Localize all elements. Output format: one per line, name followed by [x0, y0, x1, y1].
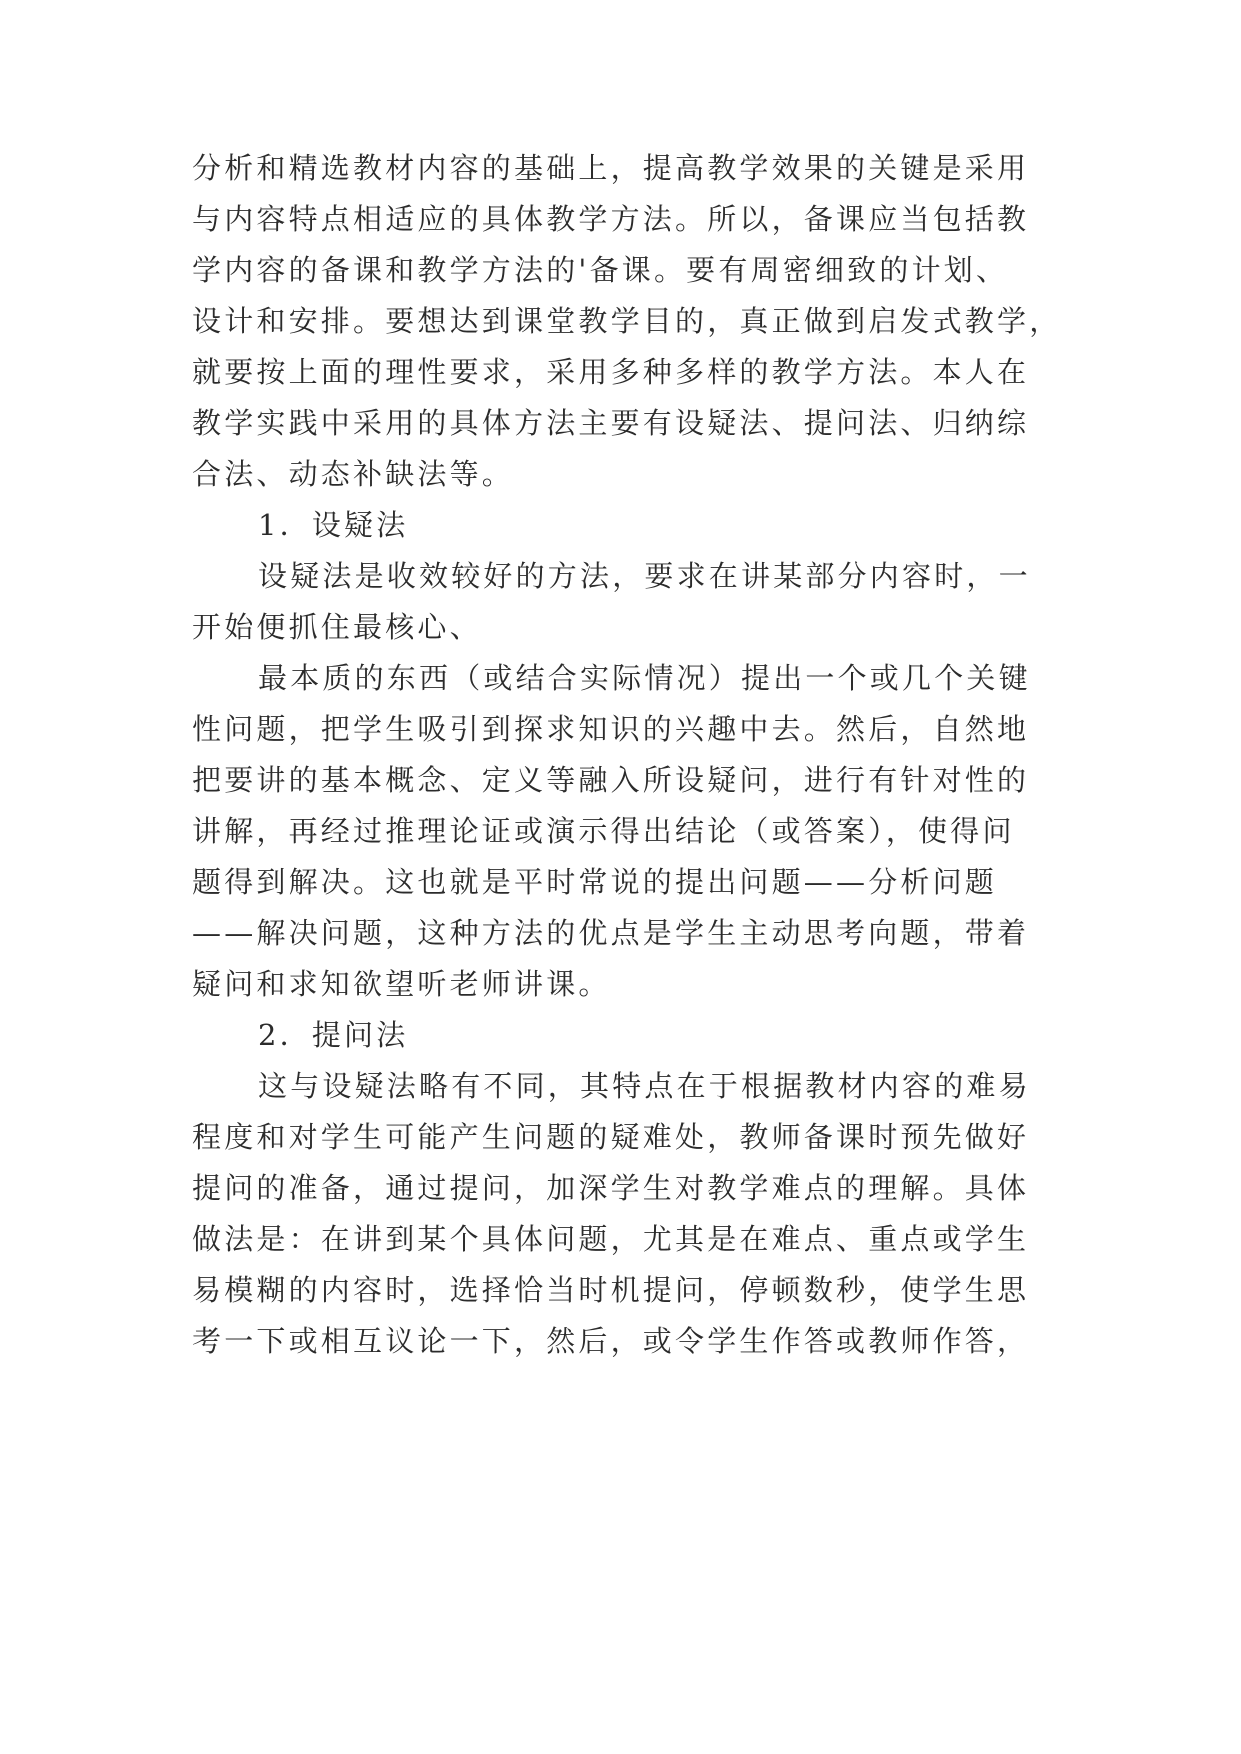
paragraph-line: 提问的准备，通过提问，加深学生对教学难点的理解。具体 — [192, 1171, 1030, 1205]
paragraph-line: 分析和精选教材内容的基础上，提高教学效果的关键是采用 — [192, 151, 1030, 185]
paragraph-line: 最本质的东西（或结合实际情况）提出一个或几个关键 — [258, 661, 1031, 695]
paragraph-line: 教学实践中采用的具体方法主要有设疑法、提问法、归纳综 — [192, 406, 1030, 440]
paragraph-line: 题得到解决。这也就是平时常说的提出问题——分析问题 — [192, 865, 998, 899]
paragraph-line: 考一下或相互议论一下，然后，或令学生作答或教师作答， — [192, 1324, 1030, 1358]
paragraph-line: 设计和安排。要想达到课堂教学目的，真正做到启发式教学， — [192, 304, 1062, 338]
paragraph-line: 性问题，把学生吸引到探求知识的兴趣中去。然后，自然地 — [192, 712, 1030, 746]
paragraph-line: 就要按上面的理性要求，采用多种多样的教学方法。本人在 — [192, 355, 1030, 389]
paragraph-line: 这与设疑法略有不同，其特点在于根据教材内容的难易 — [258, 1069, 1031, 1103]
section-heading: 1．设疑法 — [258, 508, 409, 542]
paragraph-line: 易模糊的内容时，选择恰当时机提问，停顿数秒，使学生思 — [192, 1273, 1030, 1307]
section-heading: 2．提问法 — [258, 1018, 409, 1052]
paragraph-line: ——解决问题，这种方法的优点是学生主动思考向题，带着 — [192, 916, 1030, 950]
paragraph-line: 学内容的备课和教学方法的'备课。要有周密细致的计划、 — [192, 253, 1009, 287]
paragraph-line: 合法、动态补缺法等。 — [192, 457, 515, 491]
paragraph-line: 与内容特点相适应的具体教学方法。所以，备课应当包括教 — [192, 202, 1030, 236]
paragraph-line: 疑问和求知欲望听老师讲课。 — [192, 967, 611, 1001]
paragraph-line: 设疑法是收效较好的方法，要求在讲某部分内容时，一 — [258, 559, 1031, 593]
paragraph-line: 做法是：在讲到某个具体问题，尤其是在难点、重点或学生 — [192, 1222, 1030, 1256]
paragraph-line: 开始便抓住最核心、 — [192, 610, 482, 644]
paragraph-line: 程度和对学生可能产生问题的疑难处，教师备课时预先做好 — [192, 1120, 1030, 1154]
paragraph-line: 讲解，再经过推理论证或演示得出结论（或答案），使得问 — [192, 814, 1015, 848]
paragraph-line: 把要讲的基本概念、定义等融入所设疑问，进行有针对性的 — [192, 763, 1030, 797]
